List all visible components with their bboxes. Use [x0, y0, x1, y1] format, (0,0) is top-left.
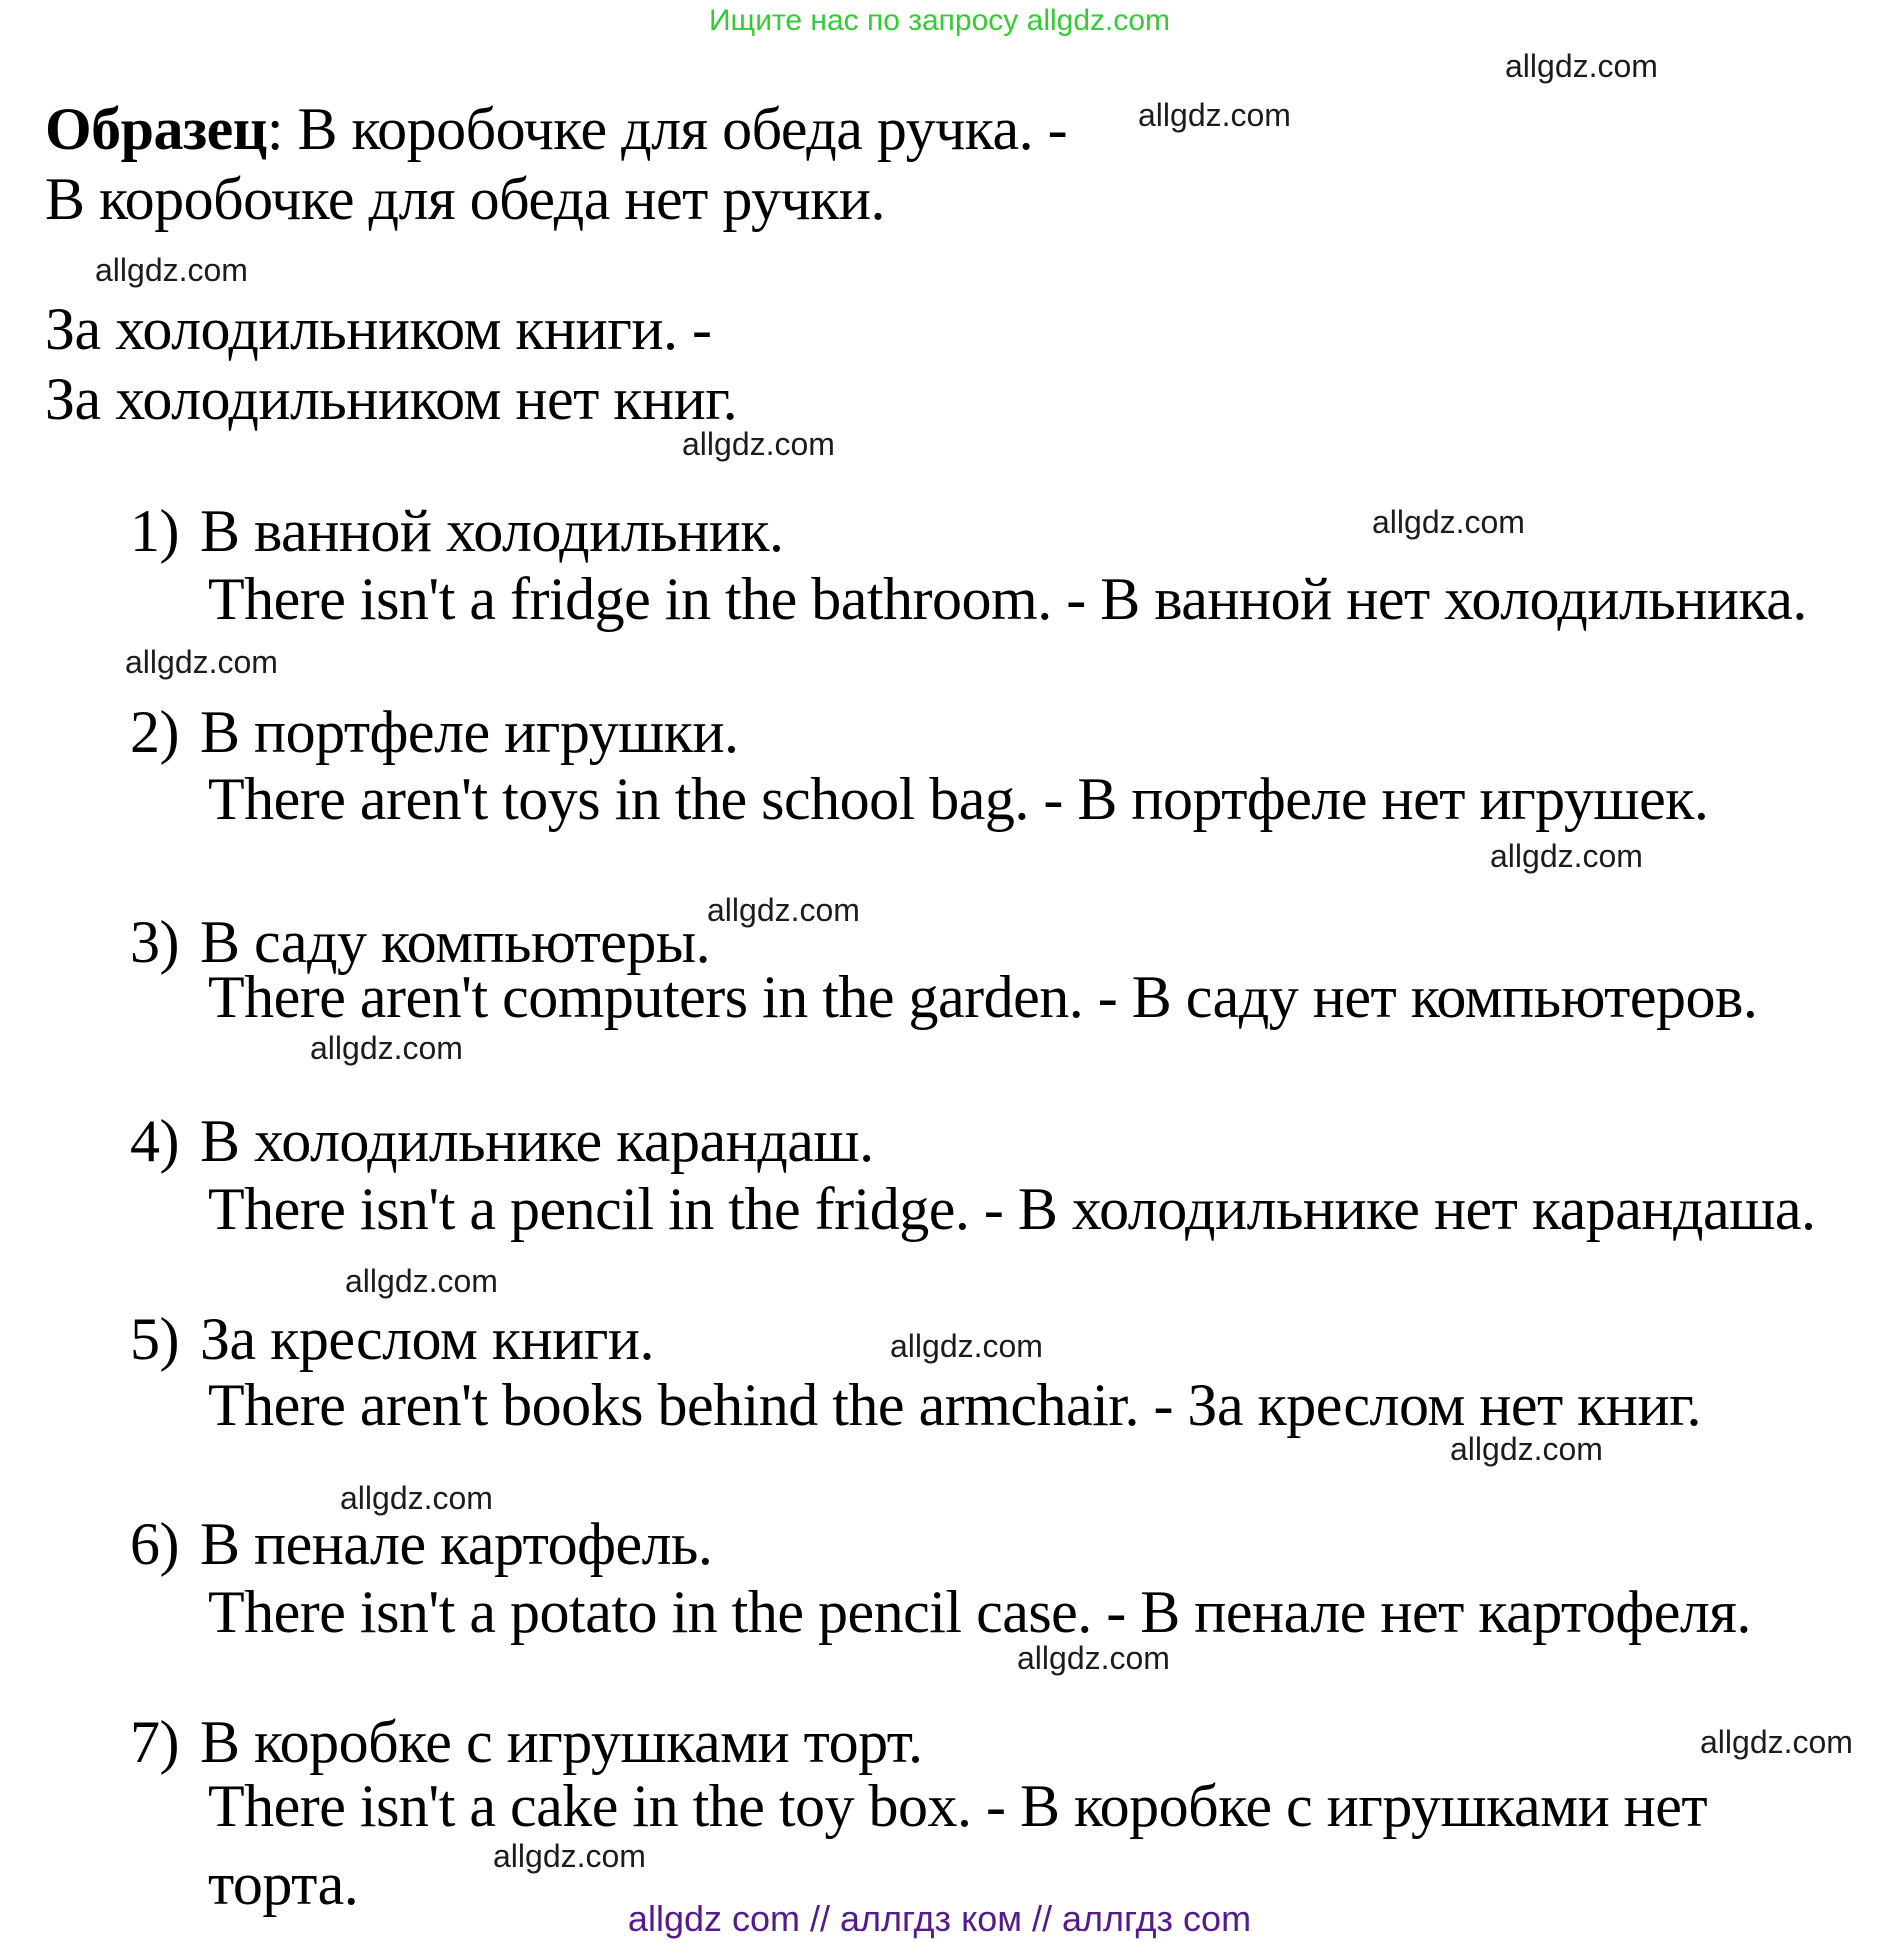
item-4-number: 4): [130, 1108, 179, 1174]
watermark: allgdz.com: [1490, 838, 1643, 874]
watermark: allgdz.com: [345, 1263, 498, 1299]
watermark: allgdz.com: [1700, 1724, 1853, 1760]
item-1-answer: There isn't a fridge in the bathroom. - В ванной нет холодильника.: [208, 566, 1807, 632]
item-2-number: 2): [130, 699, 179, 765]
item-1-ru-sentence: В ванной холодильник.: [200, 498, 784, 564]
exercise-item-7: [130, 1709, 923, 1775]
item-3-number: 3): [130, 909, 179, 975]
watermark: allgdz.com: [890, 1328, 1043, 1364]
item-2-ru-sentence: В портфеле игрушки.: [200, 699, 739, 765]
promo-header: Ищите нас по запросу allgdz.com: [708, 4, 1171, 37]
sample-line-1-text: : В коробочке для обеда ручка. -: [266, 96, 1068, 162]
item-3-answer: There aren't computers in the garden. - В саду нет компьютеров.: [208, 964, 1758, 1030]
item-5-number: 5): [130, 1306, 179, 1372]
watermark: allgdz.com: [95, 252, 248, 288]
watermark: allgdz.com: [707, 892, 860, 928]
item-1-number: 1): [130, 498, 179, 564]
footer-watermark: allgdz com // аллгдз ком // аллгдз com: [627, 1898, 1252, 1939]
sample-line-2: В коробочке для обеда нет ручки.: [45, 166, 885, 232]
watermark: allgdz.com: [1450, 1431, 1603, 1467]
sample-line-3: За холодильником книги. -: [45, 296, 712, 362]
item-5-ru-sentence: За креслом книги.: [200, 1306, 654, 1372]
item-2-answer: There aren't toys in the school bag. - В портфеле нет игрушек.: [208, 766, 1709, 832]
watermark: allgdz.com: [1372, 504, 1525, 540]
exercise-item-5: [130, 1306, 654, 1372]
item-7-answer: There isn't a cake in the toy box. - В коробке с игрушками нет: [208, 1773, 1708, 1839]
watermark: allgdz.com: [1138, 97, 1291, 133]
sample-label: Образец: [45, 96, 267, 162]
watermark: allgdz.com: [682, 426, 835, 462]
sample-line-1: [45, 96, 1067, 162]
item-7-answer-continued: торта.: [208, 1851, 359, 1917]
exercise-item-6: [130, 1511, 712, 1577]
item-6-ru-sentence: В пенале картофель.: [200, 1511, 713, 1577]
item-6-number: 6): [130, 1511, 179, 1577]
watermark: allgdz.com: [493, 1838, 646, 1874]
item-6-answer: There isn't a potato in the pencil case. - В пенале нет картофеля.: [208, 1579, 1751, 1645]
sample-line-4: За холодильником нет книг.: [45, 366, 738, 432]
watermark: allgdz.com: [340, 1480, 493, 1516]
watermark: allgdz.com: [125, 644, 278, 680]
watermark: allgdz.com: [1017, 1640, 1170, 1676]
item-3-ru-sentence: В саду компьютеры.: [200, 909, 711, 975]
item-7-ru-sentence: В коробке с игрушками торт.: [200, 1709, 923, 1775]
item-4-ru-sentence: В холодильнике карандаш.: [200, 1108, 874, 1174]
exercise-item-1: [130, 498, 783, 564]
item-4-answer: There isn't a pencil in the fridge. - В холодильнике нет карандаша.: [208, 1176, 1816, 1242]
item-7-number: 7): [130, 1709, 179, 1775]
exercise-item-2: [130, 699, 739, 765]
watermark: allgdz.com: [310, 1030, 463, 1066]
item-5-answer: There aren't books behind the armchair. - За креслом нет книг.: [208, 1372, 1701, 1438]
watermark: allgdz.com: [1505, 48, 1658, 84]
exercise-item-4: [130, 1108, 874, 1174]
